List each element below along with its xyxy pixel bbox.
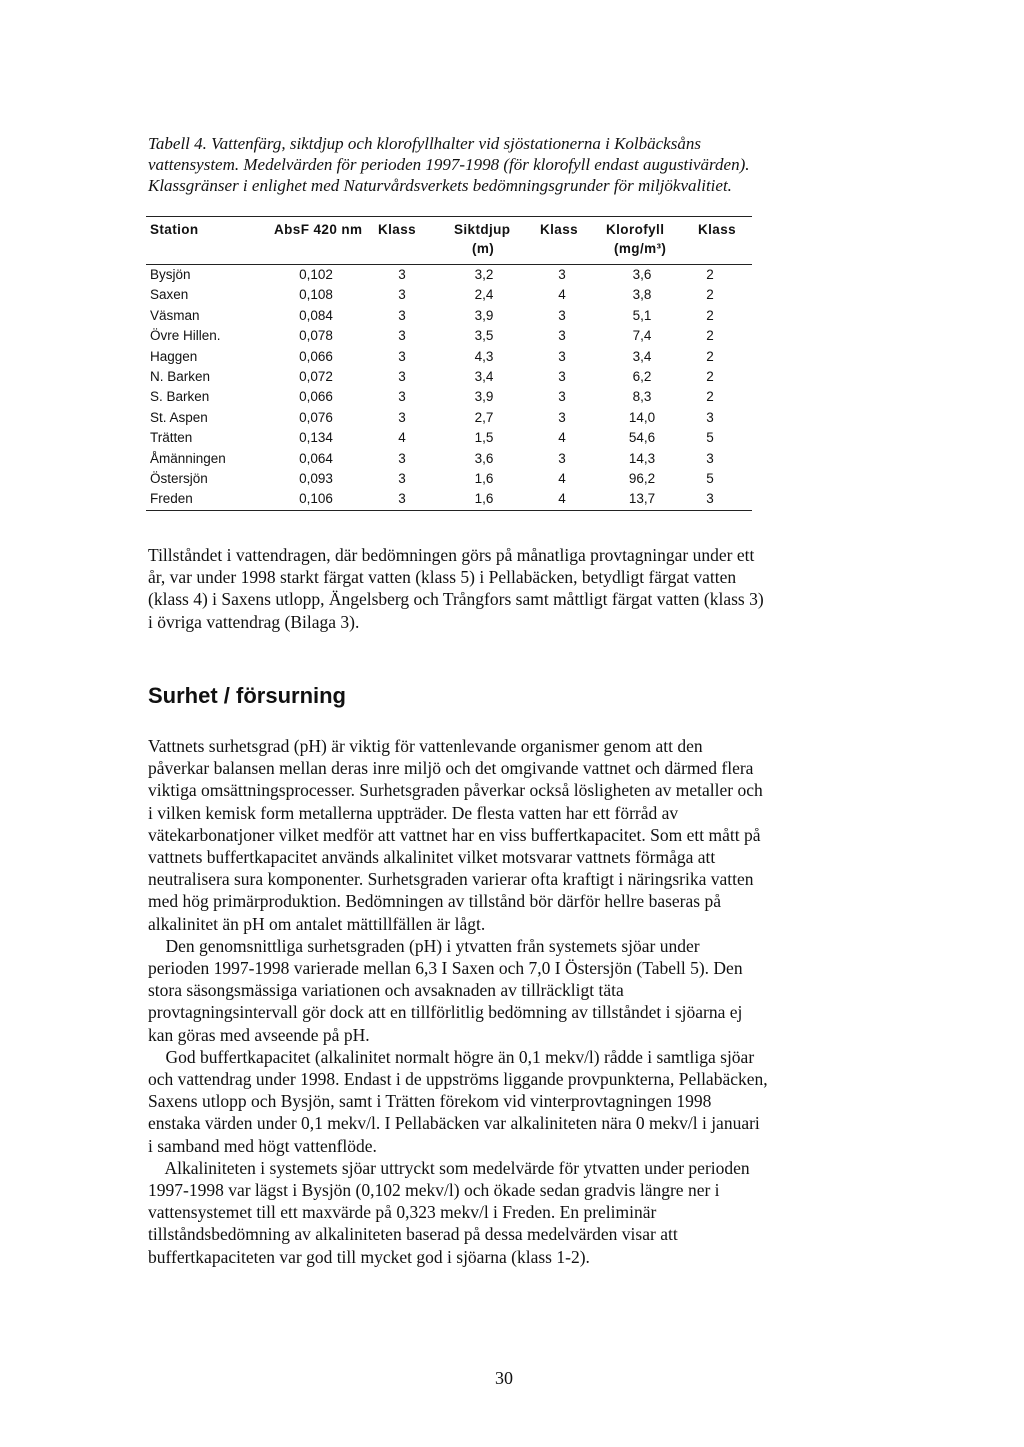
cell-klass-1: 3 — [398, 348, 406, 364]
paragraph-line: alkalinitet än pH om antalet mättillfällen är lågt. — [148, 913, 486, 934]
header-klorofyll: Klorofyll — [606, 222, 665, 237]
table-row — [146, 326, 752, 346]
cell-klorofyll: 3,8 — [632, 287, 652, 303]
table-header-row — [146, 222, 752, 262]
paragraph-acidity — [148, 735, 888, 1268]
cell-siktdjup: 3,2 — [474, 267, 494, 282]
paragraph-line: Den genomsnittliga surhetsgraden (pH) i ytvatten från systemets sjöar under — [148, 935, 700, 956]
paragraph-line: påverkar balansen mellan deras inre miljö och det omgivande vattnet och därmed flera — [148, 758, 754, 779]
cell-klass-1: 3 — [398, 470, 406, 486]
cell-siktdjup: 3,9 — [474, 307, 494, 323]
paragraph-line: tillståndsbedömning av alkaliniteten baserad på dessa medelvärden visar att — [148, 1224, 678, 1245]
cell-klass-2: 3 — [558, 368, 566, 384]
cell-klass-2: 3 — [558, 409, 566, 425]
cell-klass-2: 4 — [558, 287, 566, 303]
paragraph-line: enstaka värden under 0,1 mekv/l. I Pellabäcken var alkaliniteten nära 0 mekv/l i januari — [148, 1113, 760, 1134]
cell-siktdjup: 1,5 — [474, 430, 494, 446]
header-siktdjup: Siktdjup — [454, 222, 511, 237]
cell-klass-3: 3 — [706, 491, 714, 507]
cell-klass-2: 4 — [558, 491, 566, 507]
paragraph-line: (klass 4) i Saxens utlopp, Ängelsberg och Trångfors samt måttligt färgat vatten (klass 3) — [148, 589, 764, 610]
table-row — [146, 306, 752, 326]
cell-absf: 0,134 — [299, 430, 333, 446]
cell-station: Övre Hillen. — [150, 328, 221, 344]
cell-absf: 0,093 — [299, 470, 333, 486]
table-row — [146, 285, 752, 305]
cell-absf: 0,072 — [299, 368, 333, 384]
caption-line: vattensystem. Medelvärden för perioden 1997-1998 (för klorofyll endast augustivärden). — [148, 155, 750, 174]
cell-siktdjup: 4,3 — [474, 348, 494, 364]
cell-station: Haggen — [150, 348, 198, 364]
cell-absf: 0,076 — [299, 409, 333, 425]
cell-klass-2: 3 — [558, 450, 566, 466]
paragraph-line: buffertkapaciteten var god till mycket god i sjöarna (klass 1-2). — [148, 1246, 590, 1267]
cell-klass-1: 3 — [398, 368, 406, 384]
cell-station: Östersjön — [150, 470, 208, 486]
cell-absf: 0,108 — [299, 287, 333, 303]
header-klorofyll-unit: (mg/m³) — [614, 241, 667, 256]
cell-klass-3: 5 — [706, 430, 714, 446]
paragraph-water-color — [148, 544, 888, 633]
cell-siktdjup: 2,4 — [474, 287, 494, 303]
paragraph-line: Vattnets surhetsgrad (pH) är viktig för vattenlevande organismer genom att den — [148, 736, 703, 756]
cell-siktdjup: 3,4 — [474, 368, 494, 384]
cell-klorofyll: 14,3 — [628, 450, 656, 466]
cell-klorofyll: 3,4 — [632, 348, 652, 364]
cell-station: St. Aspen — [150, 409, 208, 425]
cell-klass-1: 3 — [398, 287, 406, 303]
cell-klass-3: 2 — [706, 389, 714, 405]
cell-siktdjup: 1,6 — [474, 470, 494, 486]
cell-absf: 0,064 — [299, 450, 333, 466]
cell-klass-1: 3 — [398, 450, 406, 466]
header-siktdjup-unit: (m) — [472, 241, 495, 256]
cell-siktdjup: 1,6 — [474, 491, 494, 507]
cell-klass-3: 2 — [706, 348, 714, 364]
cell-station: Åmänningen — [150, 450, 226, 466]
cell-station: S. Barken — [150, 389, 210, 405]
cell-siktdjup: 2,7 — [474, 409, 494, 425]
table-top-rule — [146, 216, 752, 217]
table-row — [146, 265, 752, 285]
paragraph-line: kan göras med avseende på pH. — [148, 1024, 370, 1045]
paragraph-line: vattnets buffertkapacitet används alkalinitet vilket motsvarar vattnets förmåga att — [148, 847, 716, 868]
cell-klass-3: 3 — [706, 450, 714, 466]
header-klass-3: Klass — [698, 222, 737, 237]
paragraph-line: vattensystemet till ett maxvärde på 0,323 mekv/l i Freden. En preliminär — [148, 1202, 657, 1223]
header-klass-1: Klass — [378, 222, 417, 237]
cell-station: N. Barken — [150, 368, 211, 384]
cell-absf: 0,084 — [299, 307, 333, 323]
cell-klass-2: 4 — [558, 470, 566, 486]
cell-klass-1: 3 — [398, 307, 406, 323]
caption-line: Klassgränser i enlighet med Naturvårdsverkets bedömningsgrunder för miljökvalitiet. — [148, 176, 732, 195]
paragraph-line: 1997-1998 var lägst i Bysjön (0,102 mekv/l) och ökade sedan gradvis längre ner i — [148, 1180, 720, 1201]
cell-klass-2: 3 — [558, 348, 566, 364]
paragraph-line: stora säsongsmässiga variationen och avsaknaden av tillräckligt täta — [148, 980, 624, 1001]
cell-station: Trätten — [150, 430, 193, 446]
cell-klass-1: 3 — [398, 409, 406, 425]
table-row — [146, 347, 752, 367]
cell-klass-3: 2 — [706, 287, 714, 303]
table-row — [146, 387, 752, 407]
paragraph-line: år, var under 1998 starkt färgat vatten (klass 5) i Pellabäcken, betydligt färgat vatten — [148, 567, 737, 588]
cell-klass-3: 5 — [706, 470, 714, 486]
cell-klorofyll: 5,1 — [632, 307, 652, 323]
cell-klorofyll: 13,7 — [628, 491, 656, 507]
cell-siktdjup: 3,6 — [474, 450, 494, 466]
table-row — [146, 449, 752, 469]
paragraph-line: provtagningsintervall gör dock att en tillförlitlig bedömning av tillståndet i sjöarna ej — [148, 1002, 743, 1023]
cell-siktdjup: 3,5 — [474, 328, 494, 344]
cell-absf: 0,106 — [299, 491, 333, 507]
paragraph-line: vätekarbonatjoner vilket medför att vattnet har en viss buffertkapacitet. Som ett mått på — [148, 824, 761, 845]
cell-klass-2: 3 — [558, 328, 566, 344]
cell-absf: 0,066 — [299, 389, 333, 405]
cell-klass-2: 3 — [558, 267, 566, 282]
paragraph-line: och vattendrag under 1998. Endast i de uppströms liggande provpunkterna, Pellabäcken, — [148, 1069, 768, 1090]
cell-klorofyll: 8,3 — [632, 389, 652, 405]
cell-klorofyll: 6,2 — [632, 368, 652, 384]
cell-klass-3: 2 — [706, 307, 714, 323]
cell-klorofyll: 14,0 — [628, 409, 656, 425]
paragraph-line: viktiga omsättningsprocesser. Surhetsgraden påverkar också lösligheten av metaller och — [148, 780, 763, 801]
cell-klorofyll: 54,6 — [628, 430, 656, 446]
cell-klass-3: 2 — [706, 328, 714, 344]
paragraph-line: Saxens utlopp och Bysjön, samt i Trätten förekom vid vinterprovtagningen 1998 — [148, 1091, 712, 1112]
cell-klass-1: 3 — [398, 389, 406, 405]
cell-klass-3: 3 — [706, 409, 714, 425]
header-absf: AbsF 420 nm — [274, 222, 363, 237]
paragraph-line: i övriga vattendrag (Bilaga 3). — [148, 611, 360, 632]
cell-klass-2: 4 — [558, 430, 566, 446]
cell-klass-3: 2 — [706, 267, 714, 282]
cell-klorofyll: 3,6 — [632, 267, 652, 282]
page-number: 30 — [495, 1368, 513, 1388]
table-caption — [148, 133, 888, 196]
table-row — [146, 489, 752, 509]
caption-line: Tabell 4. Vattenfärg, siktdjup och klorofyllhalter vid sjöstationerna i Kolbäcksåns — [148, 134, 701, 153]
cell-station: Saxen — [150, 287, 189, 303]
paragraph-line: Tillståndet i vattendragen, där bedömningen görs på månatliga provtagningar under ett — [148, 545, 755, 565]
paragraph-line: i samband med högt vattenflöde. — [148, 1135, 377, 1156]
section-heading: Surhet / försurning — [148, 683, 346, 708]
cell-klass-1: 3 — [398, 328, 406, 344]
cell-klass-3: 2 — [706, 368, 714, 384]
paragraph-line: God buffertkapacitet (alkalinitet normalt högre än 0,1 mekv/l) rådde i samtliga sjöar — [148, 1046, 755, 1067]
paragraph-line: neutralisera sura komponenter. Surhetsgraden varierar ofta kraftigt i näringsrika vatten — [148, 869, 754, 890]
cell-klass-2: 3 — [558, 307, 566, 323]
cell-klass-1: 3 — [398, 267, 406, 282]
cell-station: Bysjön — [150, 267, 191, 282]
table-body — [146, 265, 752, 510]
cell-absf: 0,066 — [299, 348, 333, 364]
header-klass-2: Klass — [540, 222, 579, 237]
cell-station: Freden — [150, 491, 193, 507]
cell-klass-2: 3 — [558, 389, 566, 405]
table-row — [146, 408, 752, 428]
table-row — [146, 428, 752, 448]
paragraph-line: med hög primärproduktion. Bedömningen av tillstånd bör därför hellre baseras på — [148, 891, 721, 912]
cell-absf: 0,102 — [299, 267, 333, 282]
paragraph-line: Alkaliniteten i systemets sjöar uttryckt som medelvärde för ytvatten under perioden — [148, 1157, 750, 1178]
cell-klass-1: 3 — [398, 491, 406, 507]
paragraph-line: perioden 1997-1998 varierade mellan 6,3 I Saxen och 7,0 I Östersjön (Tabell 5). Den — [148, 958, 743, 979]
cell-klass-1: 4 — [398, 430, 406, 446]
cell-absf: 0,078 — [299, 328, 333, 344]
paragraph-line: i vilken kemisk form metallerna uppträder. De flesta vatten har ett förråd av — [148, 802, 679, 823]
cell-siktdjup: 3,9 — [474, 389, 494, 405]
table-row — [146, 469, 752, 489]
header-station: Station — [150, 222, 199, 237]
table-row — [146, 367, 752, 387]
table-bottom-rule — [146, 510, 752, 511]
cell-klorofyll: 96,2 — [628, 470, 656, 486]
cell-station: Väsman — [150, 307, 200, 323]
cell-klorofyll: 7,4 — [632, 328, 652, 344]
